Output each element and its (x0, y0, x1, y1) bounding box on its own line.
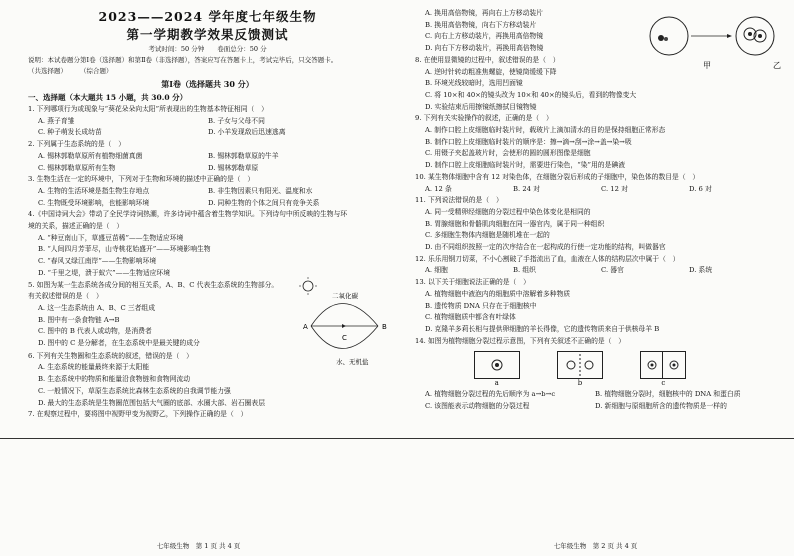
page-footer-1: 七年级生物 第 1 页 共 4 页 (156, 542, 241, 550)
exam-title-line2: 第一学期教学效果反馈测试 (126, 27, 289, 42)
q3-option-c: C. 生物既受环境影响，也能影响环境 (38, 198, 150, 207)
section-heading: 第Ⅰ卷（选择题共 30 分） (161, 79, 254, 89)
q13-option-b: B. 遗传物质 DNA 只存在于细胞核中 (425, 301, 537, 310)
question-12: 12. 乐乐用钢刀切菜，不小心割破了手指流出了血，血液在人体的结构层次中属于（ ） (415, 254, 680, 263)
question-14: 14. 如图为植物细胞分裂过程示意图，下列有关叙述不正确的是（ ） (415, 336, 626, 345)
page-footer-2: 七年级生物 第 2 页 共 4 页 (553, 542, 638, 550)
q12-option-a: A. 细胞 (425, 266, 448, 275)
q6-option-a: A. 生态系统的能量最终来源于太阳能 (38, 363, 150, 372)
q7-option-b: B. 换用高倍物镜，向右下方移动装片 (425, 20, 537, 29)
q2-option-b: B. 锡林郭勒草原的牛羊 (208, 151, 279, 160)
cell-division-diagram (455, 351, 705, 387)
microscope-field-diagram (647, 12, 787, 72)
exam-meta: 考试时间：50 分钟 卷面总分：50 分 (148, 45, 267, 53)
q4-option-c: C. “春风又绿江南岸”——生物影响环境 (38, 257, 157, 266)
q2-option-c: C. 锡林郭勒草原所有生物 (38, 163, 116, 172)
fig5-label-c: C (342, 333, 347, 342)
q6-option-b: B. 生态系统中的物质和能量沿食物链和食物网流动 (38, 375, 191, 384)
q14-option-d: D. 新细胞与原细胞所含的遗传物质是一样的 (595, 402, 727, 411)
instructions: 说明：本试卷题分第Ⅰ卷（选择题）和第Ⅱ卷（非选择题），答案应写在答题卡上，考试完毕后，只交答题卡。 (28, 56, 338, 64)
fold-divider (0, 438, 794, 439)
q10-option-c: C. 12 对 (601, 184, 628, 193)
q5-option-d: D. 图中的 C 是分解者，在生态系统中是最关键的成分 (38, 339, 200, 348)
q5-option-a: A. 这一生态系统由 A、B、C 三者组成 (38, 303, 156, 312)
question-10: 10. 某生物体细胞中含有 12 对染色体，在细胞分裂后形成的子细胞中，染色体的数目是（ ） (415, 172, 700, 181)
fig7-label-jia: 甲 (703, 61, 711, 70)
fig5-water-label: 水、无机盐 (336, 357, 369, 366)
q14-option-a: A. 植物细胞分裂过程的先后顺序为 a→b→c (425, 390, 556, 399)
q1-option-a: A. 燕子育雏 (38, 116, 75, 125)
question-8: 8. 在使用显微镜的过程中，叙述错误的是（ ） (415, 55, 560, 64)
part-heading: 一、选择题（本大题共 15 小题，共 30.0 分） (28, 93, 188, 102)
ecosystem-diagram (296, 276, 396, 368)
q3-option-d: D. 同种生物的个体之间只有竞争关系 (208, 198, 320, 207)
q11-option-b: B. 胃腺细胞和骨骼肌肉细胞在同一器官内，属于同一种组织 (425, 219, 605, 228)
q9-option-c: C. 用镊子夹起盖玻片时，会使形的圆的圆形图像是细胞 (425, 149, 591, 158)
q10-option-a: A. 12 条 (425, 184, 452, 193)
question-2: 2. 下列属于生态系统的是（ ） (28, 140, 126, 149)
q7-option-c: C. 向右上方移动装片，再换用高倍物镜 (425, 32, 544, 41)
fig5-label-b: B (382, 322, 387, 331)
cell-label-b: b (577, 379, 583, 388)
q10-option-d: D. 6 对 (689, 184, 712, 193)
q4-option-d: D. “千里之堤，溃于蚁穴”——生物适应环境 (38, 268, 171, 277)
question-9: 9. 下列有关实验操作的叙述，正确的是（ ） (415, 114, 553, 123)
q13-option-d: D. 克隆羊多莉长相与提供卵细胞的羊长得像，它的遗传物质来自于供核母羊 B (425, 324, 660, 333)
q9-option-d: D. 制作口腔上皮细胞临时装片时，需要进行染色，“染”用的是碘液 (425, 161, 625, 170)
q14-option-b: B. 植物细胞分裂时，细胞核中的 DNA 和蛋白质 (595, 390, 741, 399)
q10-option-b: B. 24 对 (513, 184, 540, 193)
q8-option-b: B. 环境光线较暗时，选用凹面镜 (425, 79, 523, 88)
right-page (397, 0, 794, 556)
cell-a (474, 351, 520, 379)
cell-b (557, 351, 603, 379)
q11-option-c: C. 多细胞生物体内细胞是随机堆在一起的 (425, 231, 550, 240)
q1-option-b: B. 子女与父母不同 (208, 116, 265, 125)
instructions-sub: （共选择题） （综合题） (28, 67, 113, 75)
q8-option-c: C. 将 10×和 40×的镜头改为 10×和 40×的镜头后，看到的物像变大 (425, 90, 637, 99)
cell-label-a: a (494, 379, 499, 388)
question-13: 13. 以下关于细胞说法正确的是（ ） (415, 278, 530, 287)
q8-option-a: A. 逆时针转动粗准焦螺旋，使镜筒缓缓下降 (425, 67, 557, 76)
q6-option-d: D. 最大的生态系统是生物圈范围包括大气圈的底部、水圈大部、岩石圈表层 (38, 398, 266, 407)
question-4-line1: 4.《中国诗词大会》带动了全民学诗词热潮，许多诗词中蕴含着生物学知识。下列诗句中所反映的生物与环 (28, 210, 348, 219)
q5-option-c: C. 图中的 B 代表人或动物，是消费者 (38, 327, 152, 336)
question-5-line2: 有关叙述错误的是（ ） (28, 292, 103, 301)
q11-option-a: A. 同一受精卵经细胞的分裂过程中染色体变化是相同的 (425, 207, 591, 216)
fig7-label-yi: 乙 (773, 61, 781, 70)
question-6: 6. 下列有关生物圈和生态系统的叙述，错误的是（ ） (28, 351, 193, 360)
q4-option-b: B. “人间四月芳菲尽，山寺桃花始盛开”——环境影响生物 (38, 245, 211, 254)
q1-option-c: C. 种子萌发长成幼苗 (38, 128, 102, 137)
q7-option-a: A. 换用高倍物镜，再向右上方移动装片 (425, 9, 543, 17)
q13-option-a: A. 植物细胞中液泡内的细胞质中溶解着多种物质 (425, 289, 571, 298)
q8-option-d: D. 实验结束后用擦镜纸擦拭目镜物镜 (425, 102, 537, 111)
q7-option-d: D. 向右下方移动装片，再换用高倍物镜 (425, 44, 544, 53)
q3-option-a: A. 生物的生活环境是指生物生存地点 (38, 186, 150, 195)
cell-label-c: c (661, 379, 666, 388)
question-11: 11. 下列说法错误的是（ ） (415, 196, 503, 205)
cell-c (640, 351, 686, 379)
q3-option-b: B. 非生物因素只有阳光、温度和水 (208, 186, 313, 195)
exam-title-line1: 2023——2024 学年度七年级生物 (98, 9, 317, 24)
question-5-line1: 5. 如图为某一生态系统各成分间的相互关系，A、B、C 代表生态系统的生物部分。 (28, 280, 279, 289)
question-1: 1. 下列哪项行为或现象与“葵花朵朵向太阳”所表现出的生物基本特征相同（ ） (28, 105, 268, 113)
q9-option-a: A. 制作口腔上皮细胞临时装片时，载玻片上滴加清水的目的是保持细胞正常形态 (425, 126, 666, 135)
q2-option-d: D. 锡林郭勒草原 (208, 163, 259, 172)
q12-option-d: D. 系统 (689, 266, 713, 275)
question-4-line2: 境的关系，描述正确的是（ ） (28, 222, 124, 231)
q11-option-d: D. 由不同组织按照一定的次序结合在一起构成的行使一定功能的结构，叫做器官 (425, 243, 666, 252)
q12-option-b: B. 组织 (513, 266, 536, 275)
q14-option-c: C. 该图能表示动物细胞的分裂过程 (425, 402, 530, 411)
q12-option-c: C. 器官 (601, 266, 624, 275)
q4-option-a: A. “种豆南山下，草盛豆苗稀”——生物适应环境 (38, 233, 184, 242)
fig5-co2-label: 二氧化碳 (332, 291, 358, 300)
q13-option-c: C. 植物细胞质中都含有叶绿体 (425, 313, 516, 322)
q1-option-d: D. 小羊发现敌后迅速逃离 (208, 128, 286, 137)
sun-icon (303, 281, 313, 291)
question-3: 3. 生物生活在一定的环境中，下列对于生物和环境的描述中正确的是（ ） (28, 175, 255, 184)
question-7: 7. 在观察过程中，要将图中视野甲变为视野乙，下列操作正确的是（ ） (28, 410, 248, 419)
q5-option-b: B. 图中有一条食物链 A→B (38, 315, 120, 324)
q9-option-b: B. 制作口腔上皮细胞临时装片的顺序是：擦→滴→刮→涂→盖→染→吸 (425, 137, 632, 146)
q6-option-c: C. 一般情况下，草原生态系统比森林生态系统的自我调节能力强 (38, 386, 231, 395)
fig5-label-a: A (303, 322, 308, 331)
q2-option-a: A. 锡林郭勒草原所有植物细菌真菌 (38, 151, 143, 160)
